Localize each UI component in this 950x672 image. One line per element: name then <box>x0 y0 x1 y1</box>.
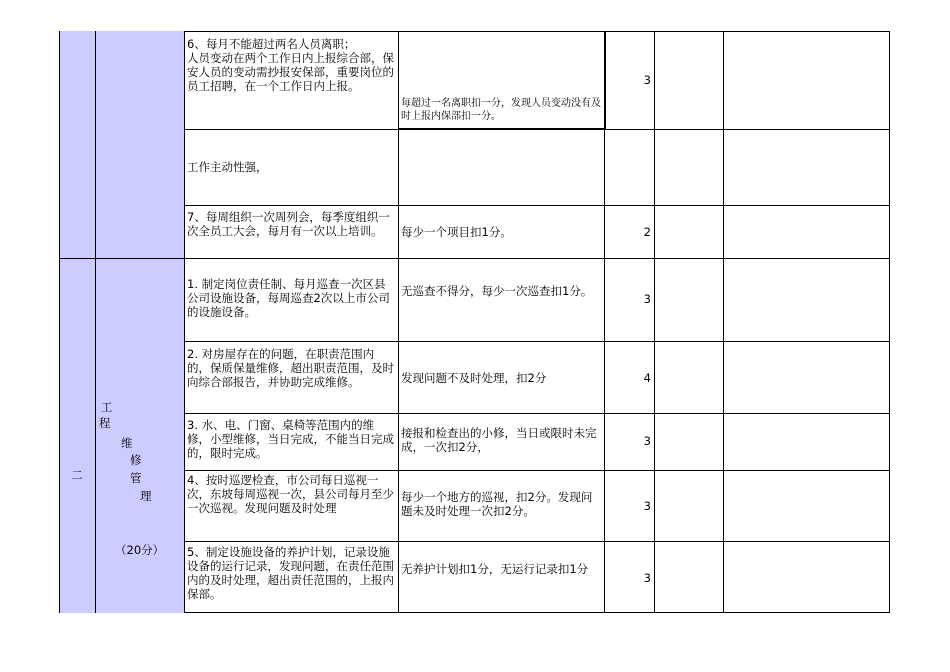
rule-text: 发现问题不及时处理，扣2分 <box>401 371 547 385</box>
item-text: 3. 水、电、门窗、桌椅等范围内的维修，小型维修，当日完成，不能当日完成的，限时完成。 <box>187 418 394 460</box>
score-value: 3 <box>643 434 651 448</box>
rule-text: 无巡查不得分，每少一次巡查扣1分。 <box>401 284 593 298</box>
grid-line <box>184 129 890 130</box>
index-column <box>59 31 95 613</box>
score-value: 3 <box>643 292 651 306</box>
rule-text: 接报和检查出的小修，当日或限时未完成，一次扣2分， <box>401 426 597 454</box>
section-title-char: 程 <box>99 416 111 430</box>
rule-text: 每少一个地方的巡视，扣2分。发现问题未及时处理一次扣2分。 <box>401 490 593 518</box>
grid-line <box>184 205 890 206</box>
grid-line <box>184 341 890 342</box>
item-text: 7、每周组织一次周列会，每季度组织一次全员工大会，每月有一次以上培训。 <box>187 210 390 238</box>
section-title-char: 理 <box>140 489 152 503</box>
grid-line <box>184 470 890 471</box>
grid-line <box>59 31 60 613</box>
section-number: 二 <box>71 468 83 482</box>
grid-line <box>654 31 655 613</box>
section-title-char: 维 <box>121 436 133 450</box>
grid-line <box>723 31 724 613</box>
rule-text: 每少一个项目扣1分。 <box>401 225 512 239</box>
grid-line <box>184 541 890 542</box>
item-text: 4、按时巡逻检查，市公司每日巡视一次，东坡每周巡视一次，县公司每月至少一次巡视。发现问题及时处理 <box>187 473 394 515</box>
grid-line <box>184 612 890 613</box>
grid-line <box>59 258 890 259</box>
item-text: 1. 制定岗位责任制、每月巡查一次区县公司设施设备，每周巡查2次以上市公司的设施设备。 <box>187 277 390 319</box>
grid-line <box>184 31 185 613</box>
score-value: 2 <box>643 225 651 239</box>
rule-text: 无养护计划扣1分，无运行记录扣1分 <box>401 562 589 576</box>
grid-line <box>605 31 606 129</box>
score-value: 4 <box>643 371 651 385</box>
grid-line <box>184 413 890 414</box>
section-points: （20分） <box>115 543 165 557</box>
item-text: 5、制定设施设备的养护计划，记录设施设备的运行记录，发现问题，在责任范围内的及时处理，超出责任范围的，上报内保部。 <box>187 545 394 601</box>
section-title-char: 管 <box>130 471 142 485</box>
grid-line <box>398 31 399 613</box>
section-title-char: 工 <box>101 400 113 414</box>
score-value: 3 <box>643 499 651 513</box>
score-value: 3 <box>643 571 651 585</box>
rule-text: 每超过一名离职扣一分，发现人员变动没有及时上报内保部扣一分。 <box>401 98 601 122</box>
grid-line <box>95 31 96 613</box>
category-column <box>95 31 184 613</box>
item-text: 工作主动性强， <box>187 160 268 174</box>
section-title-char: 修 <box>130 453 142 467</box>
grid-line <box>184 31 890 32</box>
grid-line <box>889 31 890 613</box>
item-text: 6、每月不能超过两名人员离职； 人员变动在两个工作日内上报综合部，保安人员的变动需抄报安保部，重要岗位的员工招聘，在一个工作日内上报。 <box>187 37 394 93</box>
score-value: 3 <box>643 73 651 87</box>
item-text: 2. 对房屋存在的问题，在职责范围内的，保质保量维修，超出职责范围，及时向综合部报告，并协助完成维修。 <box>187 347 394 389</box>
